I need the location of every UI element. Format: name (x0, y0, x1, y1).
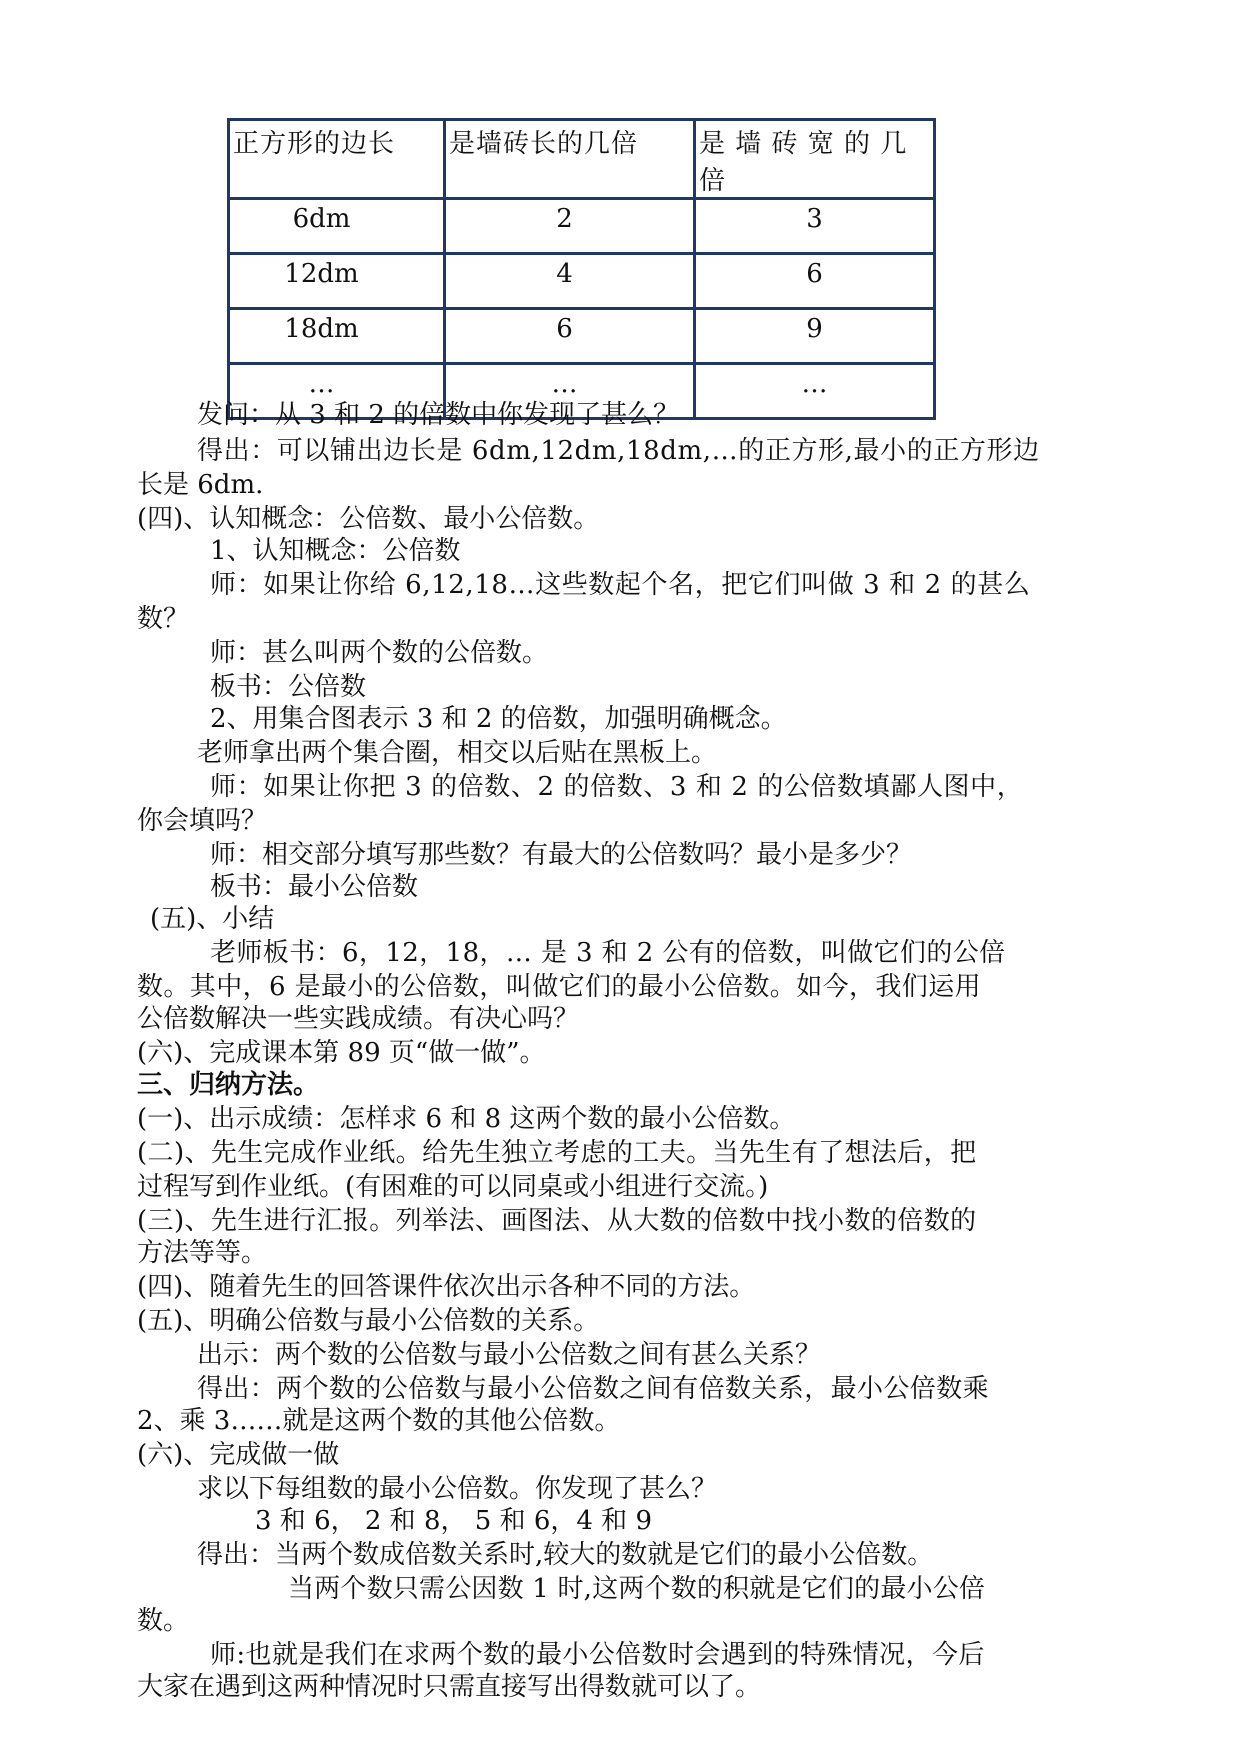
table-cell: 18dm (229, 309, 445, 364)
conclusion-line: 得出：两个数的公倍数与最小公倍数之间有倍数关系，最小公倍数乘 (197, 1374, 990, 1404)
teacher-line: 师：甚么叫两个数的公倍数。 (210, 638, 549, 668)
header-cell-side-length: 正方形的边长 (229, 120, 445, 199)
question-line: 发问：从 3 和 2 的倍数中你发现了甚么？ (197, 400, 680, 430)
section-heading: (二)、先生完成作业纸。给先生独立考虑的工夫。当先生有了想法后，把 (137, 1138, 977, 1168)
board-line: 板书：最小公倍数 (210, 872, 419, 902)
paragraph-line: 出示：两个数的公倍数与最小公倍数之间有甚么关系？ (197, 1340, 822, 1370)
board-line: 老师板书：6，12，18，… 是 3 和 2 公有的倍数，叫做它们的公倍 (210, 938, 1006, 968)
table-cell: 3 (695, 199, 935, 254)
exercise-line: 3 和 6， 2 和 8， 5 和 6，4 和 9 (255, 1506, 652, 1536)
header-cell-width-multiple: 是 墙 砖 宽 的 几 倍 (695, 120, 935, 199)
teacher-line-cont: 大家在遇到这两种情况时只需直接写出得数就可以了。 (137, 1672, 762, 1702)
paragraph-line: 过程写到作业纸。(有困难的可以同桌或小组进行交流。) (137, 1172, 769, 1202)
section-heading: (四)、认知概念：公倍数、最小公倍数。 (137, 504, 600, 534)
subsection-heading: 2、用集合图表示 3 和 2 的倍数，加强明确概念。 (210, 704, 787, 734)
table-cell: 12dm (229, 254, 445, 309)
table-header-row (229, 120, 935, 199)
part-heading: 三、归纳方法。 (137, 1070, 320, 1100)
paragraph-line: 数。其中，6 是最小的公倍数，叫做它们的最小公倍数。如今，我们运用 (137, 972, 982, 1002)
board-line: 板书：公倍数 (210, 672, 367, 702)
table-cell: 6 (445, 309, 695, 364)
table-cell: 2 (445, 199, 695, 254)
section-heading: (四)、随着先生的回答课件依次出示各种不同的方法。 (137, 1272, 756, 1302)
table-row (229, 254, 935, 309)
teacher-line: 师：相交部分填写那些数？有最大的公倍数吗？最小是多少？ (210, 840, 913, 870)
paragraph-line: 求以下每组数的最小公倍数。你发现了甚么？ (197, 1474, 718, 1504)
conclusion-line-cont: 数。 (137, 1606, 190, 1636)
table-cell: 6dm (229, 199, 445, 254)
table-cell: 4 (445, 254, 695, 309)
table-row (229, 309, 935, 364)
section-heading: (三)、先生进行汇报。列举法、画图法、从大数的倍数中找小数的倍数的 (137, 1206, 977, 1236)
section-heading: (六)、完成做一做 (137, 1440, 340, 1470)
header-cell-length-multiple: 是墙砖长的几倍 (445, 120, 695, 199)
teacher-line-cont: 数？ (137, 604, 190, 634)
table-row (229, 199, 935, 254)
section-heading: (一)、出示成绩：怎样求 6 和 8 这两个数的最小公倍数。 (137, 1104, 796, 1134)
multiples-table (227, 118, 936, 420)
conclusion-line: 得出：当两个数成倍数关系时,较大的数就是它们的最小公倍数。 (197, 1540, 934, 1570)
table-cell: 9 (695, 309, 935, 364)
paragraph-line: 方法等等。 (137, 1238, 268, 1268)
paragraph-line: 老师拿出两个集合圈，相交以后贴在黑板上。 (197, 738, 718, 768)
section-heading: (六)、完成课本第 89 页“做一做”。 (137, 1038, 546, 1068)
table-cell: … (229, 364, 445, 419)
section-heading: (五)、小结 (150, 904, 275, 934)
table-cell: … (445, 364, 695, 419)
table-cell: 6 (695, 254, 935, 309)
teacher-line: 师:也就是我们在求两个数的最小公倍数时会遇到的特殊情况，今后 (210, 1640, 985, 1670)
conclusion-line-cont: 2、乘 3……就是这两个数的其他公倍数。 (137, 1406, 621, 1436)
table-cell: … (695, 364, 935, 419)
conclusion-line-cont: 长是 6dm. (137, 470, 264, 500)
section-heading: (五)、明确公倍数与最小公倍数的关系。 (137, 1306, 600, 1336)
teacher-line: 师：如果让你给 6,12,18…这些数起个名，把它们叫做 3 和 2 的甚么 (210, 570, 1031, 600)
teacher-line-cont: 你会填吗？ (137, 806, 268, 836)
teacher-line: 师：如果让你把 3 的倍数、2 的倍数、3 和 2 的公倍数填鄙人图中， (210, 772, 1024, 802)
paragraph-line: 公倍数解决一些实践成绩。有决心吗？ (137, 1004, 580, 1034)
conclusion-line: 得出：可以铺出边长是 6dm,12dm,18dm,…的正方形,最小的正方形边 (197, 436, 1040, 466)
conclusion-line: 当两个数只需公因数 1 时,这两个数的积就是它们的最小公倍 (288, 1574, 986, 1604)
subsection-heading: 1、认知概念：公倍数 (210, 536, 461, 566)
